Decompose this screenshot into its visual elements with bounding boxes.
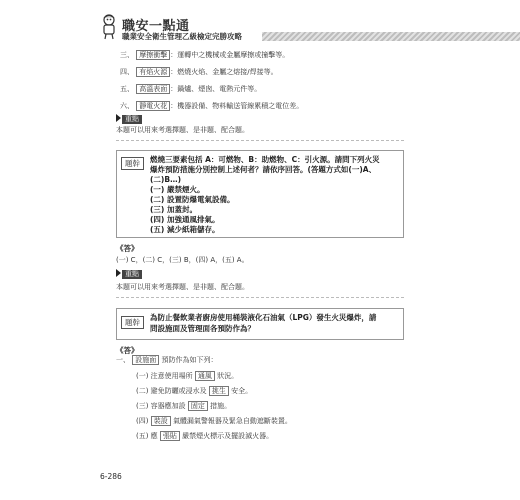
page-header [100, 14, 520, 44]
triangle-bullet-icon [116, 114, 121, 122]
question-line: (三) 加蓋封。 [150, 205, 197, 214]
page-number: 6-286 [100, 472, 122, 481]
note-text: 本題可以用來考選擇題、是非題、配合題。 [116, 126, 249, 134]
answer-item: (四) 裝設 氣體漏氣警報器及緊急自動遮斷裝置。 [136, 417, 292, 425]
list-item: 六、 靜電火花 ：機器設備、物料輸送管線累積之電位差。 [120, 102, 304, 110]
note-text: 本題可以用來考選擇題、是非題、配合題。 [116, 283, 249, 291]
question-line: 爆炸預防措施分別控制上述何者？請依序回答。(答題方式如(一)A、 [150, 165, 377, 174]
question-line: (二)B…) [150, 175, 181, 184]
triangle-bullet-icon [116, 269, 121, 277]
answer-item: (一) 注意使用場所 通風 狀況。 [136, 372, 239, 380]
answer-item: (三) 容器應加設 固定 措施。 [136, 402, 232, 410]
question-line: 為防止餐飲業者廚房使用桶裝液化石油氣（LPG）發生火災爆炸，請 [150, 313, 377, 322]
question-line: 燃燒三要素包括 A：可燃物、B：助燃物、C：引火源。請問下列火災 [150, 155, 380, 164]
list-item: 五、 高溫表面 ：鍋爐、煙囪、電熱元件等。 [120, 85, 262, 93]
list-item: 三、 摩擦衝擊 ：運轉中之機械或金屬摩擦或撞擊等。 [120, 51, 290, 59]
header-subtitle: 職業安全衛生管理乙級檢定完勝攻略 [122, 32, 242, 41]
note-tag: 重點 [116, 269, 142, 279]
question-line: (一) 嚴禁煙火。 [150, 185, 205, 194]
question-line: (二) 設置防爆電氣設備。 [150, 195, 235, 204]
dashed-divider [116, 297, 404, 298]
question-label: 題幹 [121, 157, 144, 170]
answer-item: (二) 避免防曬或浸水及 挑生 安全。 [136, 387, 253, 395]
answer-text: (一) C，(二) C，(三) B，(四) A，(五) A。 [116, 256, 249, 264]
question-line: (五) 減少紙箱儲存。 [150, 225, 220, 234]
answer-heading: 《答》 [116, 244, 139, 253]
header-title: 職安一點通 [122, 19, 190, 34]
question-line: 問設施面及管理面各預防作為？ [150, 324, 255, 333]
list-item: 四、 有焰火源 ：燃燒火焰、金屬之熔接/焊接等。 [120, 68, 278, 76]
answer-heading: 《答》 [116, 346, 139, 355]
note-tag: 重點 [116, 114, 142, 124]
dashed-divider [116, 140, 404, 141]
mascot-icon [100, 14, 118, 40]
question-line: (四) 加強通風排氣。 [150, 215, 220, 224]
answer-item: (五) 應 張貼 嚴禁煙火標示及擺設滅火器。 [136, 432, 274, 440]
answer-intro: 一、 設施面 預防作為如下列： [116, 356, 218, 364]
question-label: 題幹 [121, 316, 144, 329]
